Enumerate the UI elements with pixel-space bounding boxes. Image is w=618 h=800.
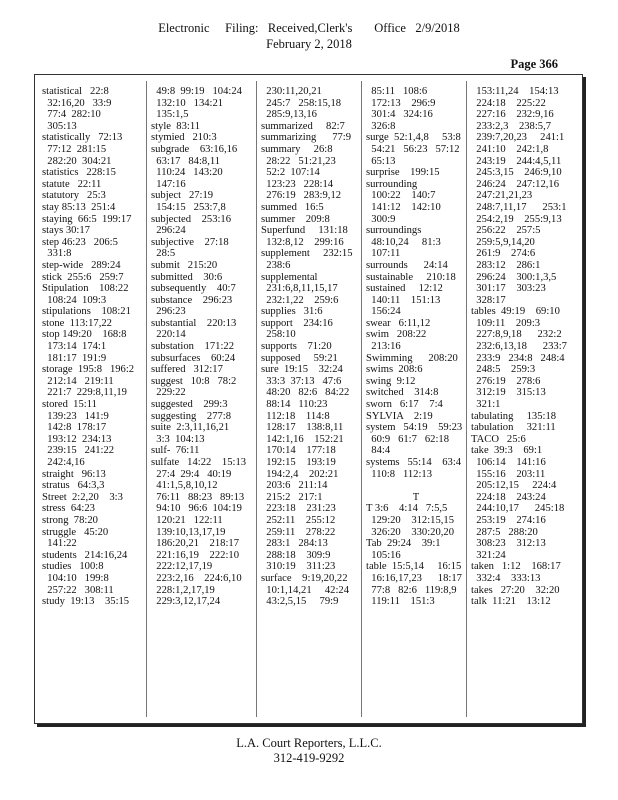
index-line: 310:19 311:23: [261, 561, 336, 573]
index-line: 76:11 88:23 89:13: [151, 491, 245, 503]
index-line: 172:13 296:9: [366, 97, 436, 109]
index-line: 192:15 193:19: [261, 457, 336, 468]
index-line: struggle 45:20: [42, 526, 109, 538]
index-line: supposed 59:21: [261, 352, 338, 364]
index-line: systems 55:14 63:4: [366, 457, 462, 468]
index-line: supplemental: [261, 271, 318, 283]
index-line: Stipulation 108:22: [42, 283, 129, 295]
index-line: taken 1:12 168:17: [471, 561, 561, 573]
index-line: stress 64:23: [42, 503, 95, 515]
index-line: 94:10 96:6 104:19: [151, 503, 242, 515]
index-line: SYLVIA 2:19: [366, 410, 433, 422]
index-line: 230:11,20,21: [261, 86, 322, 97]
index-line: swim 208:22: [366, 329, 427, 341]
index-line: summarized 82:7: [261, 120, 345, 132]
index-line: 224:18 225:22: [471, 97, 546, 109]
index-line: 223:18 231:23: [261, 503, 336, 515]
index-line: Superfund 131:18: [261, 225, 348, 237]
index-line: 283:1 284:13: [261, 538, 328, 550]
index-line: 239:15 241:22: [42, 445, 115, 457]
index-line: 154:15 253:7,8: [151, 201, 226, 213]
index-line: support 234:16: [261, 317, 333, 329]
index-line: 246:24 247:12,16: [471, 178, 559, 190]
index-line: 10:1,14,21 42:24: [261, 584, 349, 596]
index-line: 242:4,16: [42, 457, 85, 468]
index-line: suggested 299:3: [151, 399, 228, 411]
index-line: 120:21 122:11: [151, 514, 223, 526]
index-line: 105:16: [366, 549, 401, 561]
index-line: step 46:23 206:5: [42, 236, 118, 248]
index-line: 135:1,5: [151, 109, 189, 121]
reporter-phone: 312-419-9292: [273, 751, 345, 765]
index-line: 107:11: [366, 248, 401, 260]
index-line: sworn 6:17 7:4: [366, 399, 443, 411]
index-line: subsurfaces 60:24: [151, 352, 236, 364]
index-line: surprise 199:15: [366, 167, 440, 179]
index-line: 238:6: [261, 259, 291, 271]
index-line: 296:24: [151, 225, 186, 237]
index-line: 285:9,13,16: [261, 109, 317, 121]
index-line: 100:22 140:7: [366, 190, 436, 202]
index-line: 132:10 134:21: [151, 97, 224, 109]
index-line: substantial 220:13: [151, 317, 237, 329]
index-line: 205:12,15 224:4: [471, 480, 557, 492]
index-line: 129:20 312:15,15: [366, 514, 454, 526]
index-line: 261:9 274:6: [471, 248, 536, 260]
index-line: surge 52:1,4,8 53:8: [366, 132, 461, 144]
index-line: statistically 72:13: [42, 132, 123, 144]
index-line: 48:10,24 81:3: [366, 236, 441, 248]
index-line: sulfate 14:22 15:13: [151, 457, 247, 468]
index-line: 244:10,17 245:18: [471, 503, 565, 515]
index-line: 27:4 29:4 40:19: [151, 468, 232, 480]
index-line: stored 15:11: [42, 399, 97, 411]
index-line: style 83:11: [151, 120, 201, 132]
index-line: 247:21,21,23: [471, 190, 533, 202]
index-line: 239:7,20,23 241:1: [471, 132, 565, 144]
index-line: 224:18 243:24: [471, 491, 546, 503]
index-line: 241:10 242:1,8: [471, 143, 549, 155]
index-line: 141:12 142:10: [366, 201, 441, 213]
index-line: 321:24: [471, 549, 506, 561]
index-line: 139:10,13,17,19: [151, 526, 226, 538]
index-line: 222:12,17,19: [151, 561, 213, 573]
index-line: surface 9:19,20,22: [261, 572, 348, 584]
index-line: 88:14 110:23: [261, 399, 328, 411]
index-line: tables 49:19 69:10: [471, 306, 560, 318]
index-line: 305:13: [42, 120, 77, 132]
index-line: 283:12 286:1: [471, 259, 541, 271]
index-line: 139:23 141:9: [42, 410, 109, 422]
index-line: Street 2:2,20 3:3: [42, 491, 123, 503]
column-divider: [361, 81, 362, 717]
index-line: 229:22: [151, 387, 186, 399]
index-line: 248:5 259:3: [471, 364, 536, 376]
index-line: 287:5 288:20: [471, 526, 538, 538]
index-line: swear 6:11,12: [366, 317, 431, 329]
index-line: 112:18 114:8: [261, 410, 330, 422]
index-line: 276:19 278:6: [471, 375, 541, 387]
index-line: 156:24: [366, 306, 401, 318]
index-line: 300:9: [366, 213, 396, 225]
index-line: substance 296:23: [151, 294, 233, 306]
index-line: supplies 31:6: [261, 306, 323, 318]
index-line: stick 255:6 259:7: [42, 271, 124, 283]
index-line: 84:4: [366, 445, 391, 457]
index-line: 77:12 281:15: [42, 143, 107, 155]
index-line: summer 209:8: [261, 213, 330, 225]
index-line: talk 11:21 13:12: [471, 596, 551, 608]
index-line: statute 22:11: [42, 178, 102, 190]
index-line: summary 26:8: [261, 143, 333, 155]
index-line: 28:5: [151, 248, 176, 260]
index-line: 326:20 330:20,20: [366, 526, 454, 538]
index-line: 186:20,21 218:17: [151, 538, 239, 550]
index-line: subsequently 40:7: [151, 283, 236, 295]
index-frame: [34, 74, 583, 724]
index-line: suffered 312:17: [151, 364, 223, 376]
index-line: switched 314:8: [366, 387, 439, 399]
index-line: 331:8: [42, 248, 72, 260]
index-line: 221:7 229:8,11,19: [42, 387, 127, 399]
index-line: 276:19 283:9,12: [261, 190, 342, 202]
index-line: 142:8 178:17: [42, 422, 107, 434]
index-line: 248:7,11,17 253:1: [471, 201, 567, 213]
index-line: stay 85:13 251:4: [42, 201, 116, 213]
index-line: 212:14 219:11: [42, 375, 114, 387]
index-line: 301:17 303:23: [471, 283, 546, 295]
index-line: 228:1,2,17,19: [151, 584, 215, 596]
index-line: surrounding: [366, 178, 418, 190]
index-line: 245:7 258:15,18: [261, 97, 342, 109]
index-line: 132:8,12 299:16: [261, 236, 344, 248]
index-line: submitted 30:6: [151, 271, 223, 283]
index-line: 252:11 255:12: [261, 514, 336, 526]
index-line: 312:19 315:13: [471, 387, 546, 399]
index-line: 181:17 191:9: [42, 352, 107, 364]
index-line: statutory 25:3: [42, 190, 106, 202]
index-line: 245:3,15 246:9,10: [471, 167, 562, 179]
index-line: 140:11 151:13: [366, 294, 441, 306]
index-line: 321:1: [471, 399, 501, 411]
index-line: 215:2 217:1: [261, 491, 323, 503]
index-line: statistical 22:8: [42, 86, 109, 97]
index-line: suggest 10:8 78:2: [151, 375, 237, 387]
index-line: 308:23 312:13: [471, 538, 546, 550]
index-line: 123:23 228:14: [261, 178, 334, 190]
index-line: 326:8: [366, 120, 396, 132]
index-line: statistics 228:15: [42, 167, 116, 179]
index-line: 52:2 107:14: [261, 167, 320, 179]
index-line: staying 66:5 199:17: [42, 213, 132, 225]
index-line: 232:6,13,18 233:7: [471, 341, 567, 353]
column-divider: [256, 81, 257, 717]
index-line: 256:22 257:5: [471, 225, 541, 237]
index-line: suite 2:3,11,16,21: [151, 422, 230, 434]
index-line: submit 215:20: [151, 259, 218, 271]
index-line: 253:19 274:16: [471, 514, 546, 526]
index-line: Swimming 208:20: [366, 352, 458, 364]
index-line: 110:24 143:20: [151, 167, 223, 179]
index-line: 328:17: [471, 294, 506, 306]
index-line: stipulations 108:21: [42, 306, 131, 318]
index-line: 3:3 104:13: [151, 433, 205, 445]
footer: [0, 736, 618, 766]
index-line: 257:22 308:11: [42, 584, 114, 596]
index-line: storage 195:8 196:2: [42, 364, 135, 376]
index-line: system 54:19 59:23: [366, 422, 463, 434]
index-line: 232:1,22 259:6: [261, 294, 339, 306]
index-line: swing 9:12: [366, 375, 416, 387]
index-line: step-wide 289:24: [42, 259, 121, 271]
index-column-5: [471, 86, 571, 608]
index-line: take 39:3 69:1: [471, 445, 543, 457]
index-line: 48:20 82:6 84:22: [261, 387, 350, 399]
index-line: 147:16: [151, 178, 186, 190]
index-line: subjected 253:16: [151, 213, 232, 225]
index-line: 301:4 324:16: [366, 109, 433, 121]
index-line: sustained 12:12: [366, 283, 443, 295]
index-line: 77:4 282:10: [42, 109, 101, 121]
column-divider: [466, 81, 467, 717]
index-line: 85:11 108:6: [366, 86, 428, 97]
index-line: supplement 232:15: [261, 248, 353, 260]
index-line: surrounds 24:14: [366, 259, 448, 271]
index-line: TACO 25:6: [471, 433, 526, 445]
index-line: 193:12 234:13: [42, 433, 112, 445]
page-number: Page 366: [510, 57, 558, 71]
index-line: stone 113:17,22: [42, 317, 112, 329]
index-line: 142:1,16 152:21: [261, 433, 344, 445]
index-line: 141:22: [42, 538, 77, 550]
index-line: 254:2,19 255:9,13: [471, 213, 562, 225]
index-line: substation 171:22: [151, 341, 234, 353]
filing-date: February 2, 2018: [266, 37, 352, 51]
index-line: summed 16:5: [261, 201, 324, 213]
index-line: 231:6,8,11,15,17: [261, 283, 338, 295]
index-line: 43:2,5,15 79:9: [261, 596, 339, 608]
index-line: 33:3 37:13 47:6: [261, 375, 342, 387]
index-line: 119:11 151:3: [366, 596, 435, 608]
index-line: stymied 210:3: [151, 132, 217, 144]
index-line: 153:11,24 154:13: [471, 86, 559, 97]
index-line: 227:8,9,18 232:2: [471, 329, 562, 341]
column-divider: [146, 81, 147, 717]
index-line: 54:21 56:23 57:12: [366, 143, 460, 155]
index-line: 32:16,20 33:9: [42, 97, 112, 109]
index-line: 243:19 244:4,5,11: [471, 155, 562, 167]
index-line: 170:14 177:18: [261, 445, 336, 457]
index-line: 223:2,16 224:6,10: [151, 572, 242, 584]
index-line: 259:11 278:22: [261, 526, 336, 538]
index-line: 16:16,17,23 18:17: [366, 572, 462, 584]
index-line: study 19:13 35:15: [42, 596, 130, 608]
index-line: summarizing 77:9: [261, 132, 352, 144]
index-line: 60:9 61:7 62:18: [366, 433, 449, 445]
index-line: 221:16,19 222:10: [151, 549, 239, 561]
index-line: 258:10: [261, 329, 296, 341]
index-line: 213:16: [366, 341, 401, 353]
index-line: stratus 64:3,3: [42, 480, 105, 492]
index-line: 194:2,4 202:21: [261, 468, 339, 480]
index-line: sure 19:15 32:24: [261, 364, 343, 376]
filing-header: [0, 20, 618, 52]
index-line: sustainable 210:18: [366, 271, 456, 283]
index-line: Tab 29:24 39:1: [366, 538, 441, 550]
index-line: strong 78:20: [42, 514, 98, 526]
index-line: 173:14 174:1: [42, 341, 107, 353]
index-line: T: [412, 491, 420, 503]
index-line: 108:24 109:3: [42, 294, 107, 306]
index-line: tabulating 135:18: [471, 410, 557, 422]
index-line: 155:16 203:11: [471, 468, 546, 480]
index-line: 104:10 199:8: [42, 572, 109, 584]
index-line: table 15:5,14 16:15: [366, 561, 462, 573]
index-column-3: [261, 86, 361, 608]
index-line: subgrade 63:16,16: [151, 143, 238, 155]
index-line: 203:6 211:14: [261, 480, 328, 492]
index-line: 233:9 234:8 248:4: [471, 352, 565, 364]
index-line: suggesting 277:8: [151, 410, 232, 422]
index-line: 227:16 232:9,16: [471, 109, 554, 121]
index-line: 296:23: [151, 306, 186, 318]
index-line: 110:8 112:13: [366, 468, 433, 480]
index-line: tabulation 321:11: [471, 422, 556, 434]
index-line: 332:4 333:13: [471, 572, 541, 584]
index-line: 106:14 141:16: [471, 457, 546, 468]
index-line: supports 71:20: [261, 341, 332, 353]
index-line: 49:8 99:19 104:24: [151, 86, 242, 97]
index-line: stop 149:20 168:8: [42, 329, 127, 341]
index-line: 63:17 84:8,11: [151, 155, 221, 167]
index-line: 229:3,12,17,24: [151, 596, 221, 608]
index-line: stays 30:17: [42, 225, 90, 237]
index-line: 220:14: [151, 329, 186, 341]
index-line: sulf- 76:11: [151, 445, 200, 457]
index-line: 233:2,3 238:5,7: [471, 120, 552, 132]
index-line: studies 100:8: [42, 561, 104, 573]
filing-stamp-line: Electronic Filing: Received,Clerk's Office 2/9/2018: [158, 21, 460, 35]
index-line: 282:20 304:21: [42, 155, 112, 167]
index-line: subject 27:19: [151, 190, 214, 202]
index-line: 128:17 138:8,11: [261, 422, 344, 434]
reporter-name: L.A. Court Reporters, L.L.C.: [236, 736, 382, 750]
index-line: students 214:16,24: [42, 549, 128, 561]
index-line: 296:24 300:1,3,5: [471, 271, 557, 283]
index-line: [366, 480, 466, 492]
index-line: T 3:6 4:14 7:5,5: [366, 503, 448, 515]
index-line: swims 208:6: [366, 364, 423, 376]
index-line: 259:5,9,14,20: [471, 236, 535, 248]
index-line: 41:1,5,8,10,12: [151, 480, 218, 492]
index-line: 77:8 82:6 119:8,9: [366, 584, 457, 596]
index-line: 288:18 309:9: [261, 549, 331, 561]
index-line: subjective 27:18: [151, 236, 229, 248]
index-line: 28:22 51:21,23: [261, 155, 336, 167]
index-line: 65:13: [366, 155, 396, 167]
index-column-1: [42, 86, 142, 608]
index-line: 109:11 209:3: [471, 317, 541, 329]
index-column-4: [366, 86, 466, 608]
index-line: straight 96:13: [42, 468, 106, 480]
index-line: takes 27:20 32:20: [471, 584, 560, 596]
index-column-2: [151, 86, 251, 608]
index-line: surroundings: [366, 225, 422, 237]
